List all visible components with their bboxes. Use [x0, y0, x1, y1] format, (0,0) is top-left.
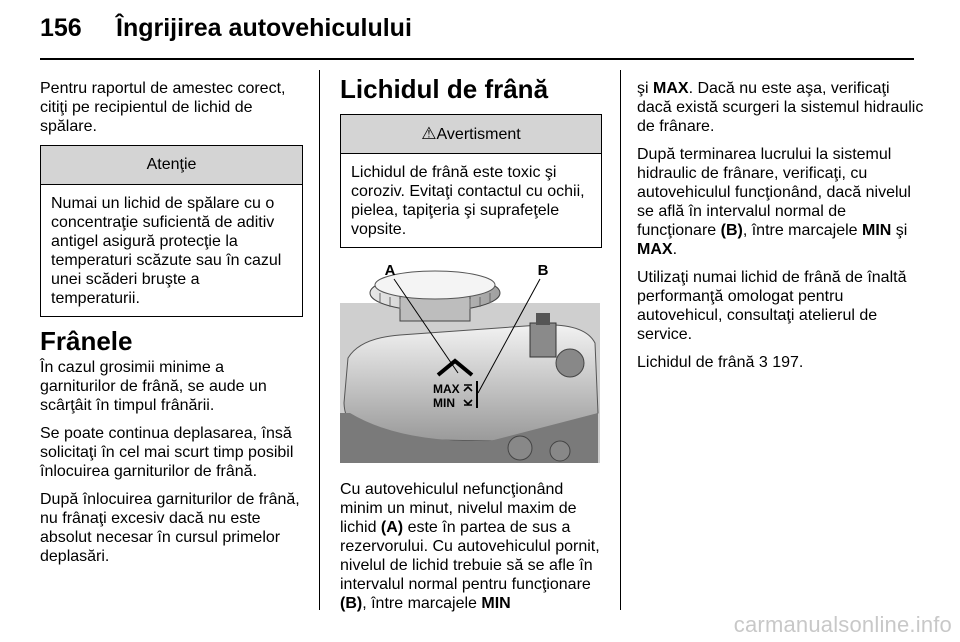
caution-text: Numai un lichid de spălare cu o concentraţie suficientă de aditiv antigel asigură protecţie la temperaturi scăzute sau în cazul unei scăderi bruşte a temperaturii.: [51, 195, 282, 307]
after-work-text-2: , între marcajele: [742, 222, 862, 239]
ref-b: (B): [340, 595, 363, 612]
warning-title: [341, 115, 601, 154]
ref-min: MIN: [481, 595, 511, 612]
mark-min: MIN: [433, 396, 455, 410]
after-work-text-3: şi: [891, 222, 908, 239]
warning-triangle-icon: ⚠: [421, 124, 437, 143]
page-number: 156: [40, 14, 82, 42]
section-title-brakes: Frânele: [40, 326, 133, 356]
page-title: Îngrijirea autovehiculului: [116, 14, 412, 42]
fluid-level-text-1: Cu autovehiculul nefuncţionând minim un minut, nivelul maxim de lichid: [340, 481, 577, 536]
column-left: [40, 79, 303, 575]
ref-max: MAX: [653, 80, 689, 97]
watermark: carmanualsonline.info: [733, 612, 952, 637]
label-b: B: [537, 263, 549, 279]
warning-title-text: Avertisment: [436, 126, 521, 143]
label-a: A: [384, 263, 396, 279]
cross-reference-text: Lichidul de frână: [637, 354, 759, 371]
ref-max-2: MAX: [637, 241, 673, 258]
intro-paragraph: Pentru raportul de amestec corect, citiţi pe recipientul de lichid de spălare.: [40, 80, 286, 135]
ref-b-2: (B): [720, 222, 743, 239]
after-work-text-4: .: [672, 241, 678, 258]
after-work-paragraph: [637, 145, 927, 259]
leak-paragraph: [637, 79, 927, 136]
brake-fluid-reservoir-illustration: [340, 263, 600, 463]
column-middle: [340, 74, 602, 622]
leak-text-1: şi: [637, 80, 653, 97]
brakes-paragraph-2: Se poate continua deplasarea, însă solicitaţi în cel mai scurt timp posibil înlocuirea garniturilor de frână.: [40, 425, 294, 480]
cross-reference-page: 197.: [767, 354, 804, 371]
column-divider-left: [319, 70, 320, 610]
fluid-level-text-2: este în partea de sus a rezervorului. Cu autovehiculul pornit, nivelul de lichid trebuie să se afle în intervalul normal pentru funcţionare: [340, 519, 600, 593]
column-divider-right: [620, 70, 621, 610]
column-right: [637, 79, 927, 381]
caution-box: [40, 145, 303, 317]
brakes-paragraph-1: În cazul grosimii minime a garniturilor de frână, se aude un scârţâit în timpul frânării.: [40, 359, 267, 414]
page-reference-arrow-icon: 3: [758, 354, 768, 371]
leak-text-2: . Dacă nu este aşa, verificaţi dacă există scurgeri la sistemul hidraulic de frânare.: [637, 80, 924, 135]
mark-max: MAX: [433, 382, 460, 396]
after-work-text-1: După terminarea lucrului la sistemul hidraulic de frânare, verificaţi, cu autovehiculul funcţionând, dacă nivelul se află în intervalul normal de funcţionare: [637, 146, 911, 239]
header-rule: [40, 58, 914, 60]
brakes-paragraph-3: După înlocuirea garniturilor de frână, nu frânaţi excesiv dacă nu este absolut necesar în cursul primelor deplasări.: [40, 491, 300, 565]
fluid-type-paragraph: Utilizaţi numai lichid de frână de înaltă performanţă omologat pentru autovehicul, consultaţi atelierul de service.: [637, 269, 907, 343]
fluid-level-text-3: , între marcajele: [362, 595, 482, 612]
cross-reference: [637, 353, 927, 372]
section-title-brake-fluid: Lichidul de frână: [340, 74, 549, 104]
caution-title: Atenţie: [41, 146, 302, 185]
ref-a: (A): [380, 519, 404, 536]
ref-min-2: MIN: [861, 222, 892, 239]
warning-text: Lichidul de frână este toxic şi coroziv. Evitaţi contactul cu ochii, pielea, tapiţeria şi suprafeţele vopsite.: [351, 164, 585, 238]
fluid-level-paragraph: [340, 480, 602, 613]
warning-box: [340, 114, 602, 248]
